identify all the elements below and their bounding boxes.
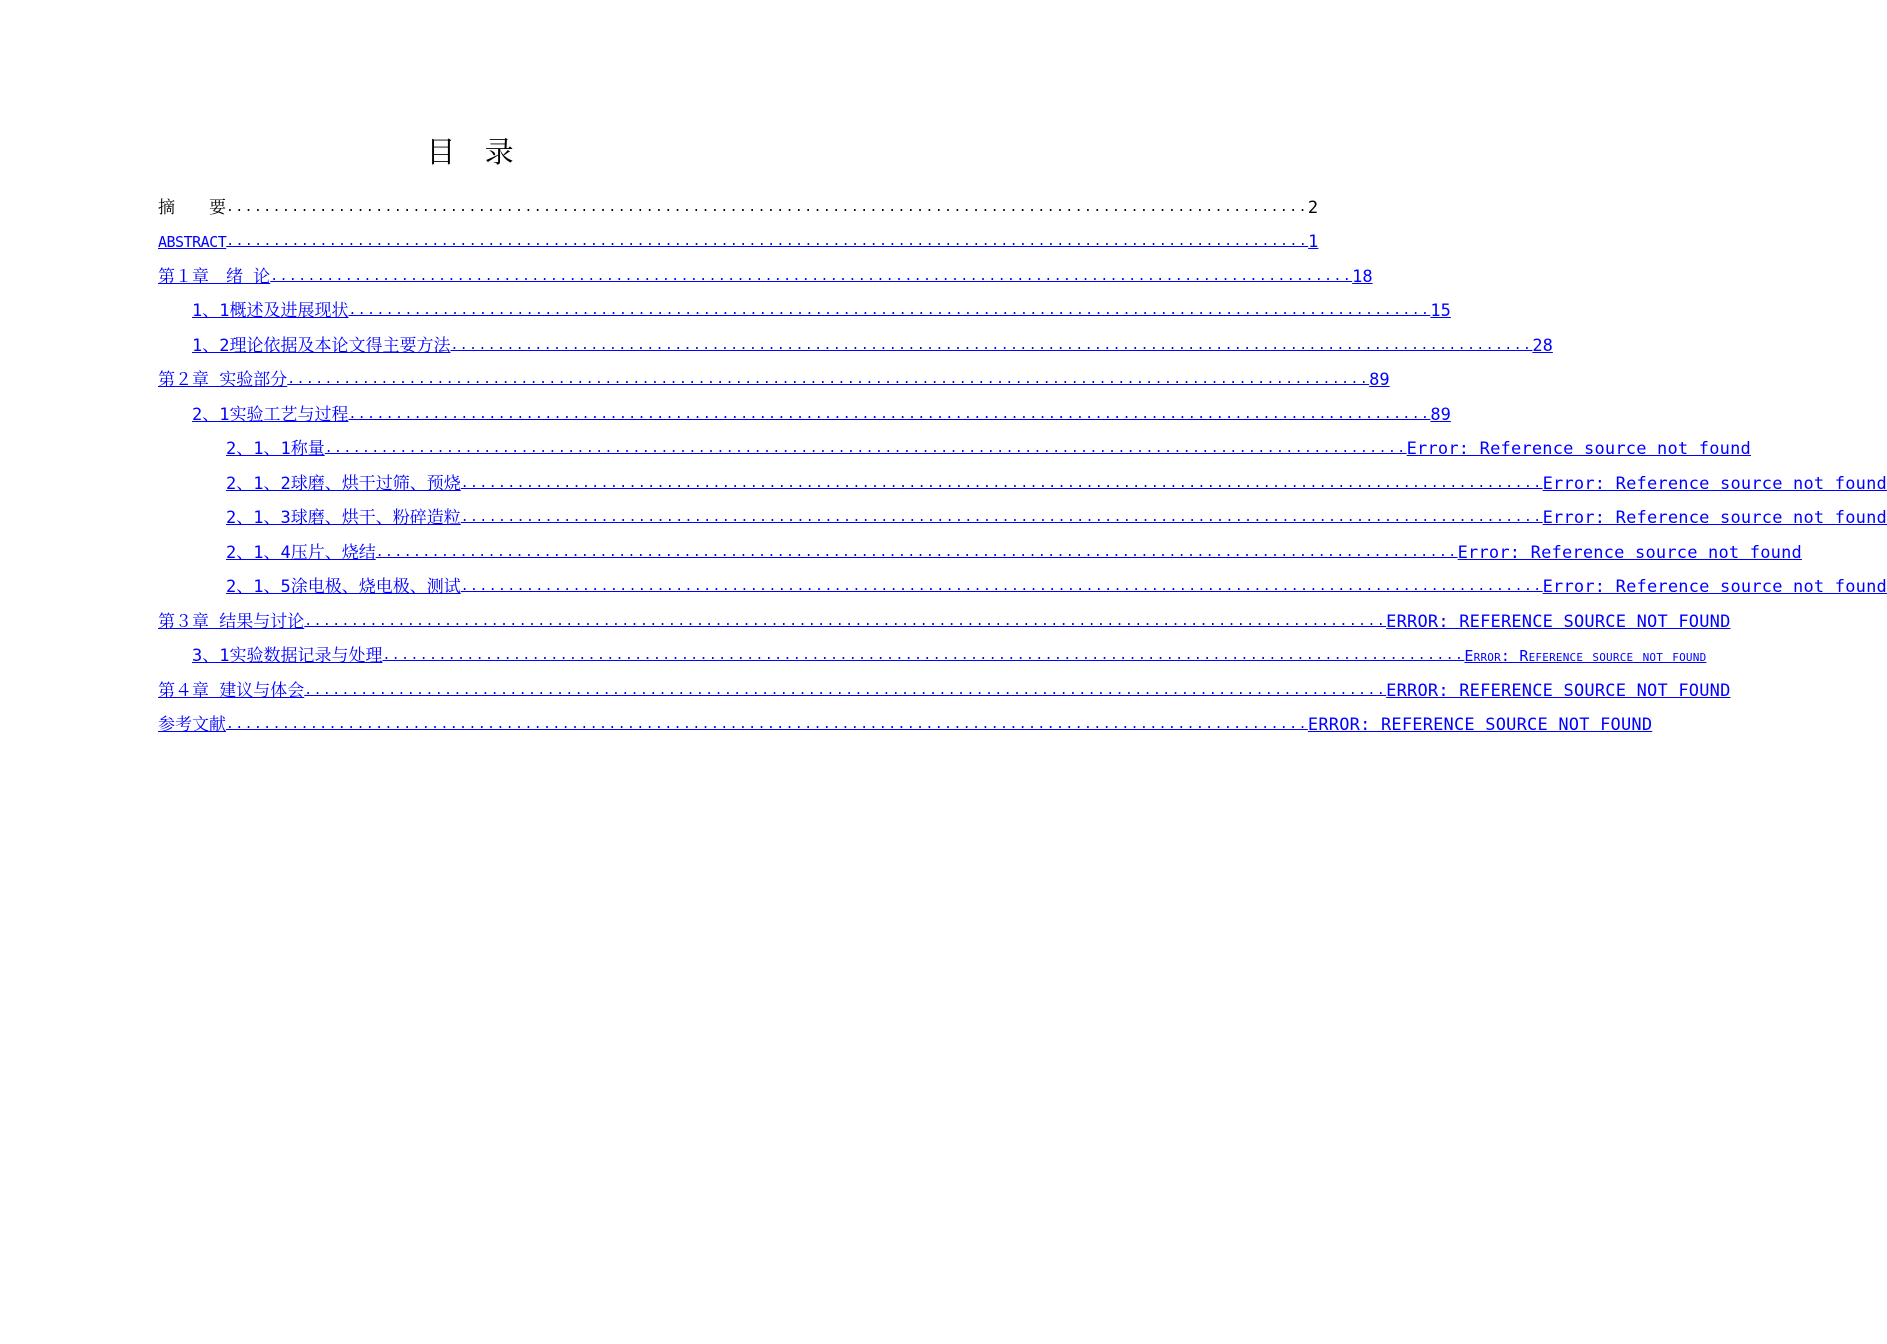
toc-entry-label: 1、2理论依据及本论文得主要方法	[192, 335, 451, 356]
toc-leader-dots: ....................................................................................................................	[460, 579, 1543, 594]
toc-entry[interactable]	[158, 357, 1390, 392]
toc-entry[interactable]	[158, 184, 1319, 219]
toc-entry[interactable]	[158, 633, 1707, 668]
toc-entry-label: 第２章 实验部分	[158, 370, 288, 390]
toc-entry[interactable]	[158, 219, 1319, 254]
toc-entry[interactable]	[158, 495, 1887, 530]
toc-entry-page: 1	[1308, 232, 1319, 252]
toc-entries	[158, 184, 1887, 736]
toc-entry[interactable]	[158, 529, 1802, 564]
toc-entry-label: 第４章 建议与体会	[158, 680, 305, 701]
toc-entry-page: 18	[1352, 266, 1373, 287]
toc-leader-dots: ....................................................................................................................	[348, 303, 1431, 318]
toc-entry-label: 1、1概述及进展现状	[192, 301, 349, 321]
toc-entry[interactable]	[158, 288, 1451, 323]
toc-leader-dots: ....................................................................................................................	[226, 717, 1308, 732]
toc-entry[interactable]	[158, 426, 1751, 461]
toc-entry-page: 28	[1532, 335, 1553, 356]
toc-entry-label: 2、1、5涂电极、烧电极、测试	[226, 577, 461, 597]
toc-entry[interactable]	[158, 702, 1653, 737]
toc-leader-dots: ....................................................................................................................	[460, 510, 1543, 525]
toc-entry-label: ABSTRACT	[158, 233, 227, 251]
toc-entry-label: 第１章 绪 论	[158, 266, 271, 287]
toc-entry-page: 89	[1430, 404, 1451, 425]
toc-entry-page: Error: Reference source not found	[1464, 647, 1707, 665]
toc-entry-page: ERROR: REFERENCE SOURCE NOT FOUND	[1307, 715, 1653, 735]
toc-entry-label: 2、1实验工艺与过程	[192, 404, 349, 425]
toc-entry-label: 2、1、2球磨、烘干过筛、预烧	[226, 473, 461, 494]
toc-leader-dots: ....................................................................................................................	[382, 648, 1465, 663]
toc-entry-label: 2、1、3球磨、烘干、粉碎造粒	[226, 508, 461, 528]
toc-entry-page: 2	[1307, 197, 1319, 218]
toc-leader-dots: ....................................................................................................................	[460, 475, 1543, 491]
toc-leader-dots: ....................................................................................................................	[375, 544, 1458, 560]
toc-title	[68, 130, 1018, 171]
toc-leader-dots: ....................................................................................................................	[324, 441, 1407, 456]
toc-leader-dots: ....................................................................................................................	[226, 199, 1308, 215]
toc-entry-label: 3、1实验数据记录与处理	[192, 646, 383, 666]
toc-entry[interactable]	[158, 564, 1887, 599]
toc-entry-page: 15	[1430, 301, 1451, 321]
toc-entry-page: ERROR: REFERENCE SOURCE NOT FOUND	[1386, 680, 1731, 701]
toc-entry[interactable]	[158, 322, 1553, 357]
toc-entry[interactable]	[158, 253, 1373, 288]
toc-entry[interactable]	[158, 460, 1887, 495]
toc-leader-dots: ....................................................................................................................	[304, 613, 1387, 629]
toc-entry-page: 89	[1369, 370, 1390, 390]
toc-entry[interactable]	[158, 667, 1731, 702]
toc-entry-page: Error: Reference source not found	[1457, 542, 1802, 563]
toc-entry-page: Error: Reference source not found	[1406, 439, 1751, 459]
toc-leader-dots: ....................................................................................................................	[226, 234, 1309, 249]
toc-leader-dots: ....................................................................................................................	[287, 372, 1370, 387]
toc-leader-dots: ....................................................................................................................	[348, 406, 1431, 422]
toc-entry-label: 2、1、1称量	[226, 439, 325, 459]
toc-entry[interactable]	[158, 598, 1731, 633]
toc-entry-page: Error: Reference source not found	[1542, 577, 1887, 597]
toc-entry-label: 摘 要	[158, 197, 226, 218]
toc-entry-page: Error: Reference source not found	[1542, 473, 1887, 494]
toc-entry-label: 第３章 结果与讨论	[158, 611, 305, 632]
toc-entry-page: ERROR: REFERENCE SOURCE NOT FOUND	[1386, 611, 1731, 632]
toc-entry-label: 参考文献	[158, 715, 226, 735]
toc-leader-dots: ....................................................................................................................	[450, 337, 1533, 353]
toc-leader-dots: ....................................................................................................................	[304, 682, 1387, 698]
toc-title-text: 目 录	[426, 135, 524, 169]
toc-entry-label: 2、1、4压片、烧结	[226, 542, 376, 563]
toc-entry-page: Error: Reference source not found	[1542, 508, 1887, 528]
toc-leader-dots: ....................................................................................................................	[270, 268, 1353, 284]
toc-entry[interactable]	[158, 391, 1451, 426]
